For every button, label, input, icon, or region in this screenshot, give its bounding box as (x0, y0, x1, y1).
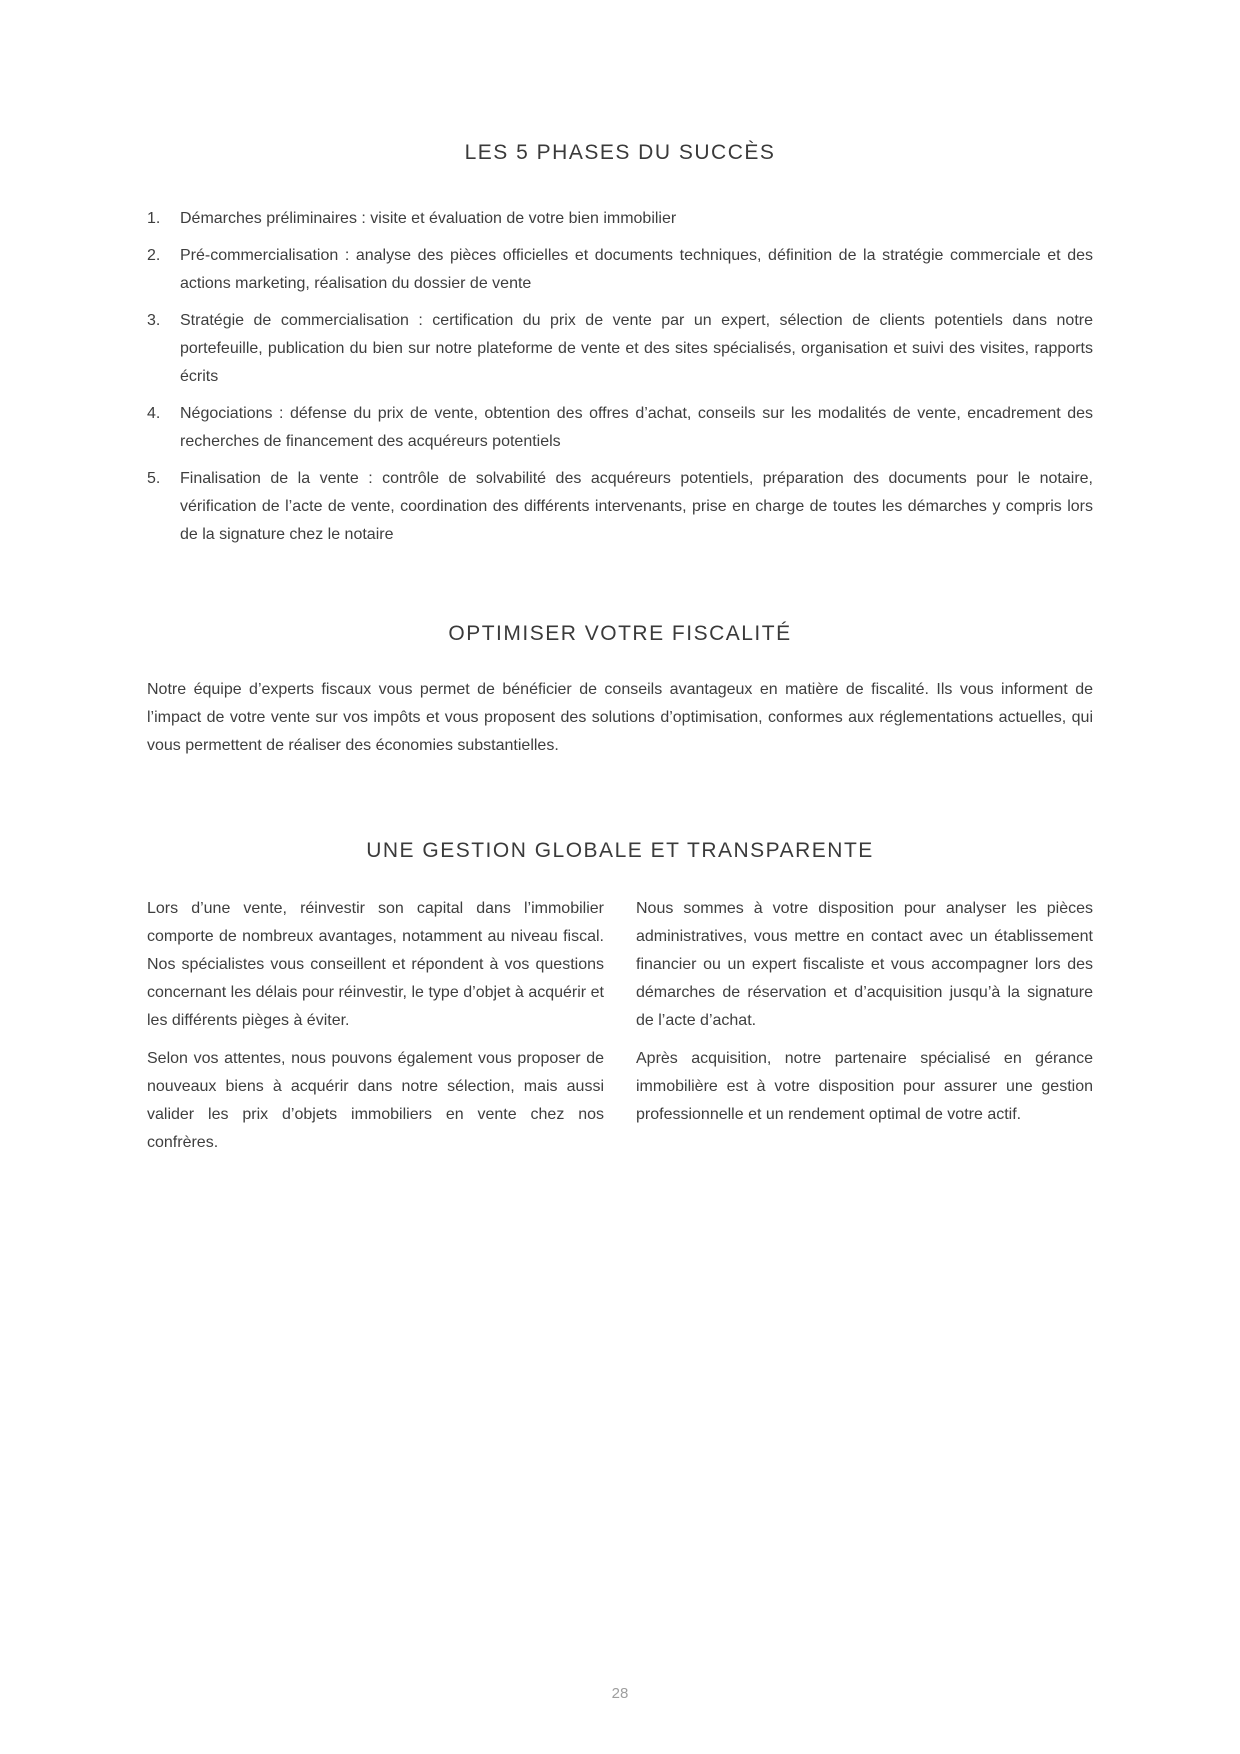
list-item (147, 465, 1093, 549)
list-item-text: Stratégie de commercialisation : certification du prix de vente par un expert, sélection de clients potentiels dans notre portefeuille, publication du bien sur notre plateforme de vente et des sites spécialisés, organisation et suivi des visites, rapports écrits (180, 312, 1093, 386)
left-column-paragraph-2: Selon vos attentes, nous pouvons également vous proposer de nouveaux biens à acquérir dans notre sélection, mais aussi valider les prix d’objets immobiliers en vente chez nos confrères. (147, 1049, 604, 1151)
fiscalite-paragraph: Notre équipe d’experts fiscaux vous permet de bénéficier de conseils avantageux en matière de fiscalité. Ils vous informent de l’impact de votre vente sur vos impôts et vous proposent des solutions d’optimisation, conformes aux réglementations actuelles, qui vous permettent de réaliser des économies substantielles. (147, 681, 1093, 755)
list-item-text: Démarches préliminaires : visite et évaluation de votre bien immobilier (180, 210, 677, 228)
left-column-paragraph-1: Lors d’une vente, réinvestir son capital dans l’immobilier comporte de nombreux avantages, notamment au niveau fiscal. Nos spécialistes vous conseillent et répondent à vos questions concernant les délais pour réinvestir, le type d’objet à acquérir et les différents pièges à éviter. (147, 899, 604, 1029)
right-column-paragraph-2: Après acquisition, notre partenaire spécialisé en gérance immobilière est à votre disposition pour assurer une gestion professionnelle et un rendement optimal de votre actif. (636, 1049, 1093, 1123)
list-item (147, 242, 1093, 298)
right-column (636, 895, 1093, 1167)
list-item-number: 1. (147, 210, 161, 228)
list-item (147, 205, 1093, 233)
list-item-number: 2. (147, 247, 161, 265)
right-column-paragraph-1: Nous sommes à votre disposition pour analyser les pièces administratives, vous mettre en contact avec un établissement financier ou un expert fiscaliste et vous accompagner lors des démarches de réservation et d’acquisition jusqu’à la signature de l’acte d’achat. (636, 899, 1093, 1029)
list-item-text: Pré-commercialisation : analyse des pièces officielles et documents techniques, définition de la stratégie commerciale et des actions marketing, réalisation du dossier de vente (180, 247, 1093, 293)
list-item (147, 400, 1093, 456)
section-title-fiscalite: OPTIMISER VOTRE FISCALITÉ (448, 622, 792, 646)
page-number: 28 (611, 1685, 629, 1702)
list-item (147, 307, 1093, 391)
list-item-text: Négociations : défense du prix de vente, obtention des offres d’achat, conseils sur les modalités de vente, encadrement des recherches de financement des acquéreurs potentiels (180, 405, 1093, 451)
section-title-gestion: UNE GESTION GLOBALE ET TRANSPARENTE (366, 839, 874, 863)
left-column (147, 895, 604, 1167)
list-item-number: 5. (147, 470, 161, 488)
list-item-text: Finalisation de la vente : contrôle de solvabilité des acquéreurs potentiels, préparation des documents pour le notaire, vérification de l’acte de vente, coordination des différents intervenants, prise en charge de toutes les démarches y compris lors de la signature chez le notaire (180, 470, 1093, 544)
section-title-phases: LES 5 PHASES DU SUCCÈS (464, 141, 776, 164)
list-item-number: 3. (147, 312, 161, 330)
list-item-number: 4. (147, 405, 161, 423)
two-column-section (147, 895, 1093, 1167)
phases-numbered-list (147, 205, 1093, 549)
